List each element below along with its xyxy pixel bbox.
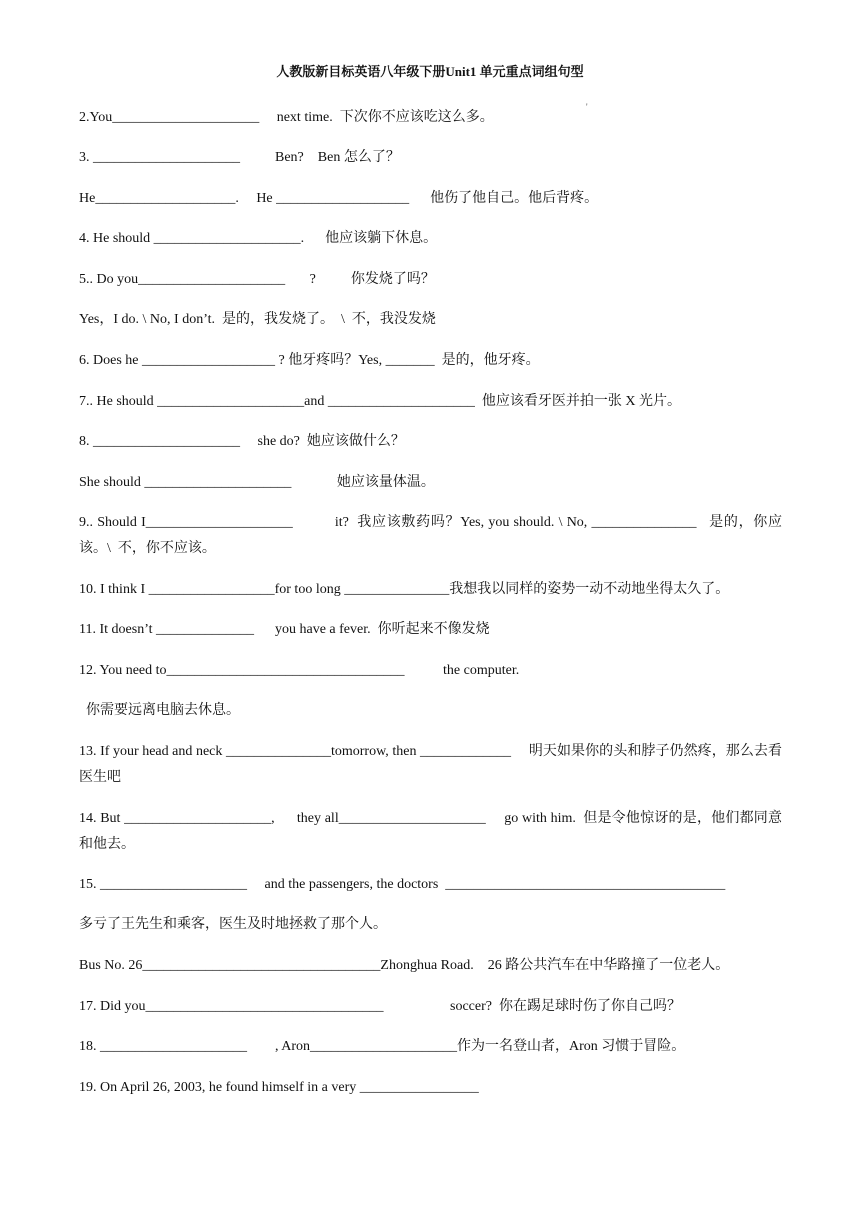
exercise-line: 4. He should _____________________. 他应该躺下休息。 — [79, 231, 438, 246]
exercise-line: 19. On April 26, 2003, he found himself in a very _________________ — [79, 1080, 479, 1095]
exercise-line: 6. Does he ___________________ ? 他牙疼吗？Yes, _______ 是的，他牙疼。 — [79, 353, 540, 368]
exercise-line: Yes，I do. \ No, I don’t. 是的，我发烧了。 \ 不，我没发烧 — [79, 312, 436, 327]
exercise-line: 2.You_____________________ next time. 下次你不应该吃这么多。 — [79, 110, 494, 125]
exercise-line: Bus No. 26__________________________________Zhonghua Road. 26 路公共汽车在中华路撞了一位老人。 — [79, 958, 730, 973]
exercise-line: 7.. He should _____________________and _____________________ 他应该看牙医并拍一张 X 光片。 — [79, 394, 681, 409]
exercise-line: 17. Did you__________________________________ soccer? 你在踢足球时伤了你自己吗？ — [79, 999, 681, 1014]
exercise-line: 11. It doesn’t ______________ you have a fever. 你听起来不像发烧 — [79, 622, 490, 637]
exercise-line: 多亏了王先生和乘客，医生及时地拯救了那个人。 — [79, 917, 387, 932]
exercise-line: 18. _____________________ , Aron_____________________作为一名登山者，Aron 习惯于冒险。 — [79, 1039, 686, 1054]
exercise-line: He____________________. He ___________________ 他伤了他自己。他后背疼。 — [79, 191, 599, 206]
exercise-line: 14. But _____________________, they all_____________________ go with him. 但是令他惊讶的是，他们都同意和他去。 — [79, 811, 782, 852]
exercise-line: She should _____________________ 她应该量体温。 — [79, 475, 435, 490]
exercise-line: 10. I think I __________________for too long _______________我想我以同样的姿势一动不动地坐得太久了。 — [79, 582, 730, 597]
exercise-line: 5.. Do you_____________________ ? 你发烧了吗？ — [79, 272, 435, 287]
exercise-line: 12. You need to__________________________________ the computer. — [79, 663, 520, 678]
exercise-line: 你需要远离电脑去休息。 — [79, 703, 240, 718]
corner-mark: ' — [586, 102, 588, 112]
exercise-line: 9.. Should I_____________________ it? 我应该敷药吗？Yes, you should. \ No, _______________ 是的，你应该。\ 不，你不应该。 — [79, 515, 782, 556]
exercise-line: 8. _____________________ she do? 她应该做什么？ — [79, 434, 405, 449]
exercise-line: 15. _____________________ and the passengers, the doctors ________________________________________ — [79, 877, 726, 892]
page-title: 人教版新目标英语八年级下册Unit1 单元重点词组句型 — [276, 64, 584, 79]
exercise-line: 13. If your head and neck _______________tomorrow, then _____________ 明天如果你的头和脖子仍然疼，那么去看医生吧 — [79, 744, 782, 785]
exercise-line: 3. _____________________ Ben? Ben 怎么了？ — [79, 150, 400, 165]
